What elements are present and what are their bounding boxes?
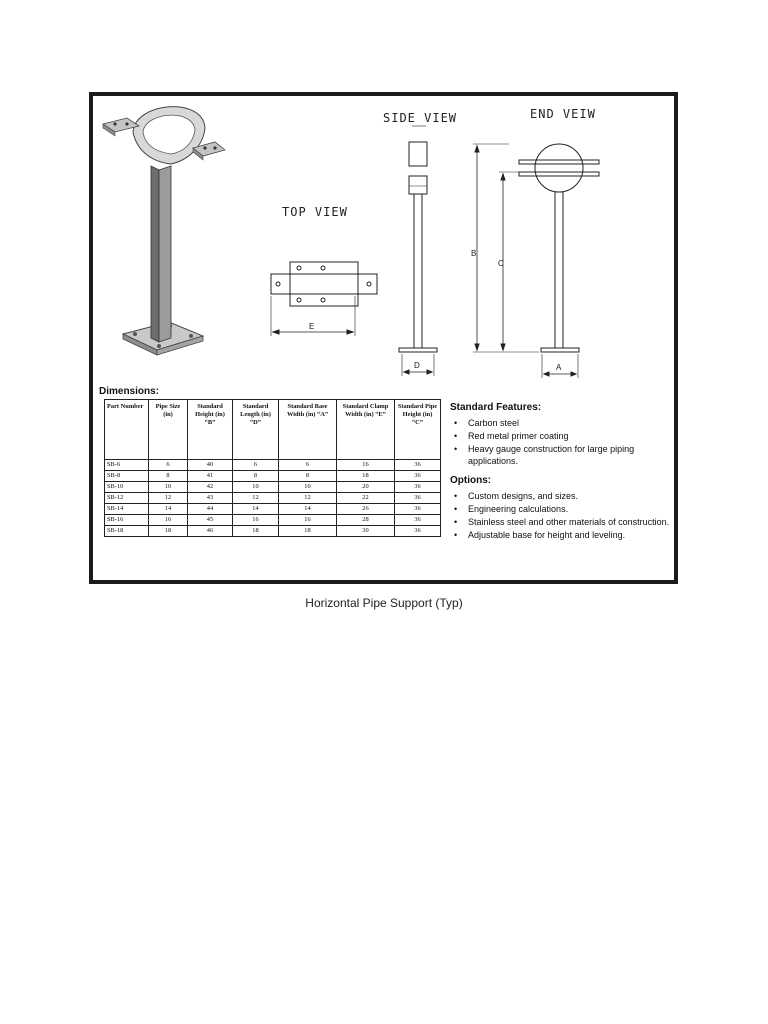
dim-letter-c: C <box>498 259 504 268</box>
datasheet-image <box>89 92 678 584</box>
table-cell: 30 <box>337 526 395 537</box>
table-cell: 10 <box>149 482 188 493</box>
table-cell: 41 <box>188 471 233 482</box>
table-cell: 16 <box>337 460 395 471</box>
table-row <box>105 460 441 471</box>
table-cell: 8 <box>233 471 279 482</box>
table-cell: 45 <box>188 515 233 526</box>
table-row <box>105 515 441 526</box>
feature-item <box>450 417 672 429</box>
options-title: Options: <box>450 475 492 486</box>
dim-letter-e: E <box>309 322 315 331</box>
part-number-cell: SB-14 <box>105 504 149 515</box>
table-cell: 16 <box>233 515 279 526</box>
table-cell: 12 <box>233 493 279 504</box>
dimensions-title: Dimensions: <box>99 386 160 397</box>
dim-letter-a: A <box>556 363 562 372</box>
feature-item <box>450 430 672 442</box>
dim-letter-b: B <box>471 249 477 258</box>
side-view-drawing <box>399 126 437 376</box>
bullet-icon: • <box>454 444 458 454</box>
table-cell: 28 <box>337 515 395 526</box>
table-cell: 18 <box>233 526 279 537</box>
bullet-icon: • <box>454 530 458 540</box>
column-header: Pipe Size (in) <box>149 400 188 460</box>
table-cell: 22 <box>337 493 395 504</box>
standard-features-title: Standard Features: <box>450 402 542 413</box>
table-cell: 36 <box>395 493 441 504</box>
table-cell: 14 <box>149 504 188 515</box>
table-row <box>105 504 441 515</box>
bullet-icon: • <box>454 491 458 501</box>
part-number-cell: SB-18 <box>105 526 149 537</box>
end-view-label: END VEIW <box>530 107 596 121</box>
table-cell: 36 <box>395 504 441 515</box>
table-cell: 20 <box>337 482 395 493</box>
column-header: Standard Clamp Width (in) “E” <box>337 400 395 460</box>
datasheet-sheet <box>93 96 674 580</box>
table-cell: 43 <box>188 493 233 504</box>
table-row <box>105 493 441 504</box>
option-item <box>450 503 672 515</box>
part-number-cell: SB-12 <box>105 493 149 504</box>
table-cell: 36 <box>395 515 441 526</box>
table-cell: 12 <box>149 493 188 504</box>
option-text: Stainless steel and other materials of construction. <box>468 517 670 527</box>
table-cell: 6 <box>149 460 188 471</box>
table-body <box>105 460 441 537</box>
bullet-icon: • <box>454 431 458 441</box>
column-header: Part Number <box>105 400 149 460</box>
table-cell: 36 <box>395 460 441 471</box>
part-number-cell: SB-6 <box>105 460 149 471</box>
table-cell: 6 <box>279 460 337 471</box>
table-row <box>105 471 441 482</box>
option-text: Engineering calculations. <box>468 504 569 514</box>
table-cell: 14 <box>233 504 279 515</box>
table-cell: 16 <box>149 515 188 526</box>
table-cell: 12 <box>279 493 337 504</box>
column-header: Standard Base Width (in) “A” <box>279 400 337 460</box>
end-view-drawing <box>473 144 599 378</box>
column-header: Standard Pipe Height (in) “C” <box>395 400 441 460</box>
bullet-icon: • <box>454 504 458 514</box>
table-row <box>105 526 441 537</box>
option-text: Custom designs, and sizes. <box>468 491 579 501</box>
option-item <box>450 490 672 502</box>
table-cell: 46 <box>188 526 233 537</box>
table-cell: 18 <box>337 471 395 482</box>
column-header: Standard Height (in) “B” <box>188 400 233 460</box>
table-cell: 18 <box>279 526 337 537</box>
table-cell: 10 <box>279 482 337 493</box>
table-cell: 8 <box>149 471 188 482</box>
table-cell: 10 <box>233 482 279 493</box>
technical-drawing <box>93 96 674 386</box>
feature-text: Red metal primer coating <box>468 431 569 441</box>
feature-text: Heavy gauge construction for large piping applications. <box>468 444 635 466</box>
table-cell: 42 <box>188 482 233 493</box>
column-header: Standard Length (in) “D” <box>233 400 279 460</box>
part-number-cell: SB-10 <box>105 482 149 493</box>
option-text: Adjustable base for height and leveling. <box>468 530 626 540</box>
dim-letter-d: D <box>414 361 420 370</box>
table-cell: 36 <box>395 526 441 537</box>
bullet-icon: • <box>454 418 458 428</box>
table-cell: 36 <box>395 482 441 493</box>
bullet-icon: • <box>454 517 458 527</box>
part-number-cell: SB-8 <box>105 471 149 482</box>
table-cell: 18 <box>149 526 188 537</box>
part-number-cell: SB-16 <box>105 515 149 526</box>
table-cell: 6 <box>233 460 279 471</box>
option-item <box>450 516 672 528</box>
dimensions-table <box>104 399 441 537</box>
table-header-row <box>105 400 441 460</box>
table-cell: 14 <box>279 504 337 515</box>
feature-item <box>450 443 672 467</box>
table-cell: 16 <box>279 515 337 526</box>
option-item <box>450 529 672 541</box>
isometric-pipe-support <box>103 107 225 355</box>
top-view-drawing <box>271 262 377 336</box>
table-cell: 44 <box>188 504 233 515</box>
table-cell: 26 <box>337 504 395 515</box>
table-cell: 8 <box>279 471 337 482</box>
figure-caption: Horizontal Pipe Support (Typ) <box>305 596 463 610</box>
table-cell: 36 <box>395 471 441 482</box>
top-view-label: TOP VIEW <box>282 205 348 219</box>
table-cell: 40 <box>188 460 233 471</box>
table-row <box>105 482 441 493</box>
features-panel <box>450 402 672 542</box>
feature-text: Carbon steel <box>468 418 520 428</box>
side-view-label: SIDE VIEW <box>383 111 458 125</box>
